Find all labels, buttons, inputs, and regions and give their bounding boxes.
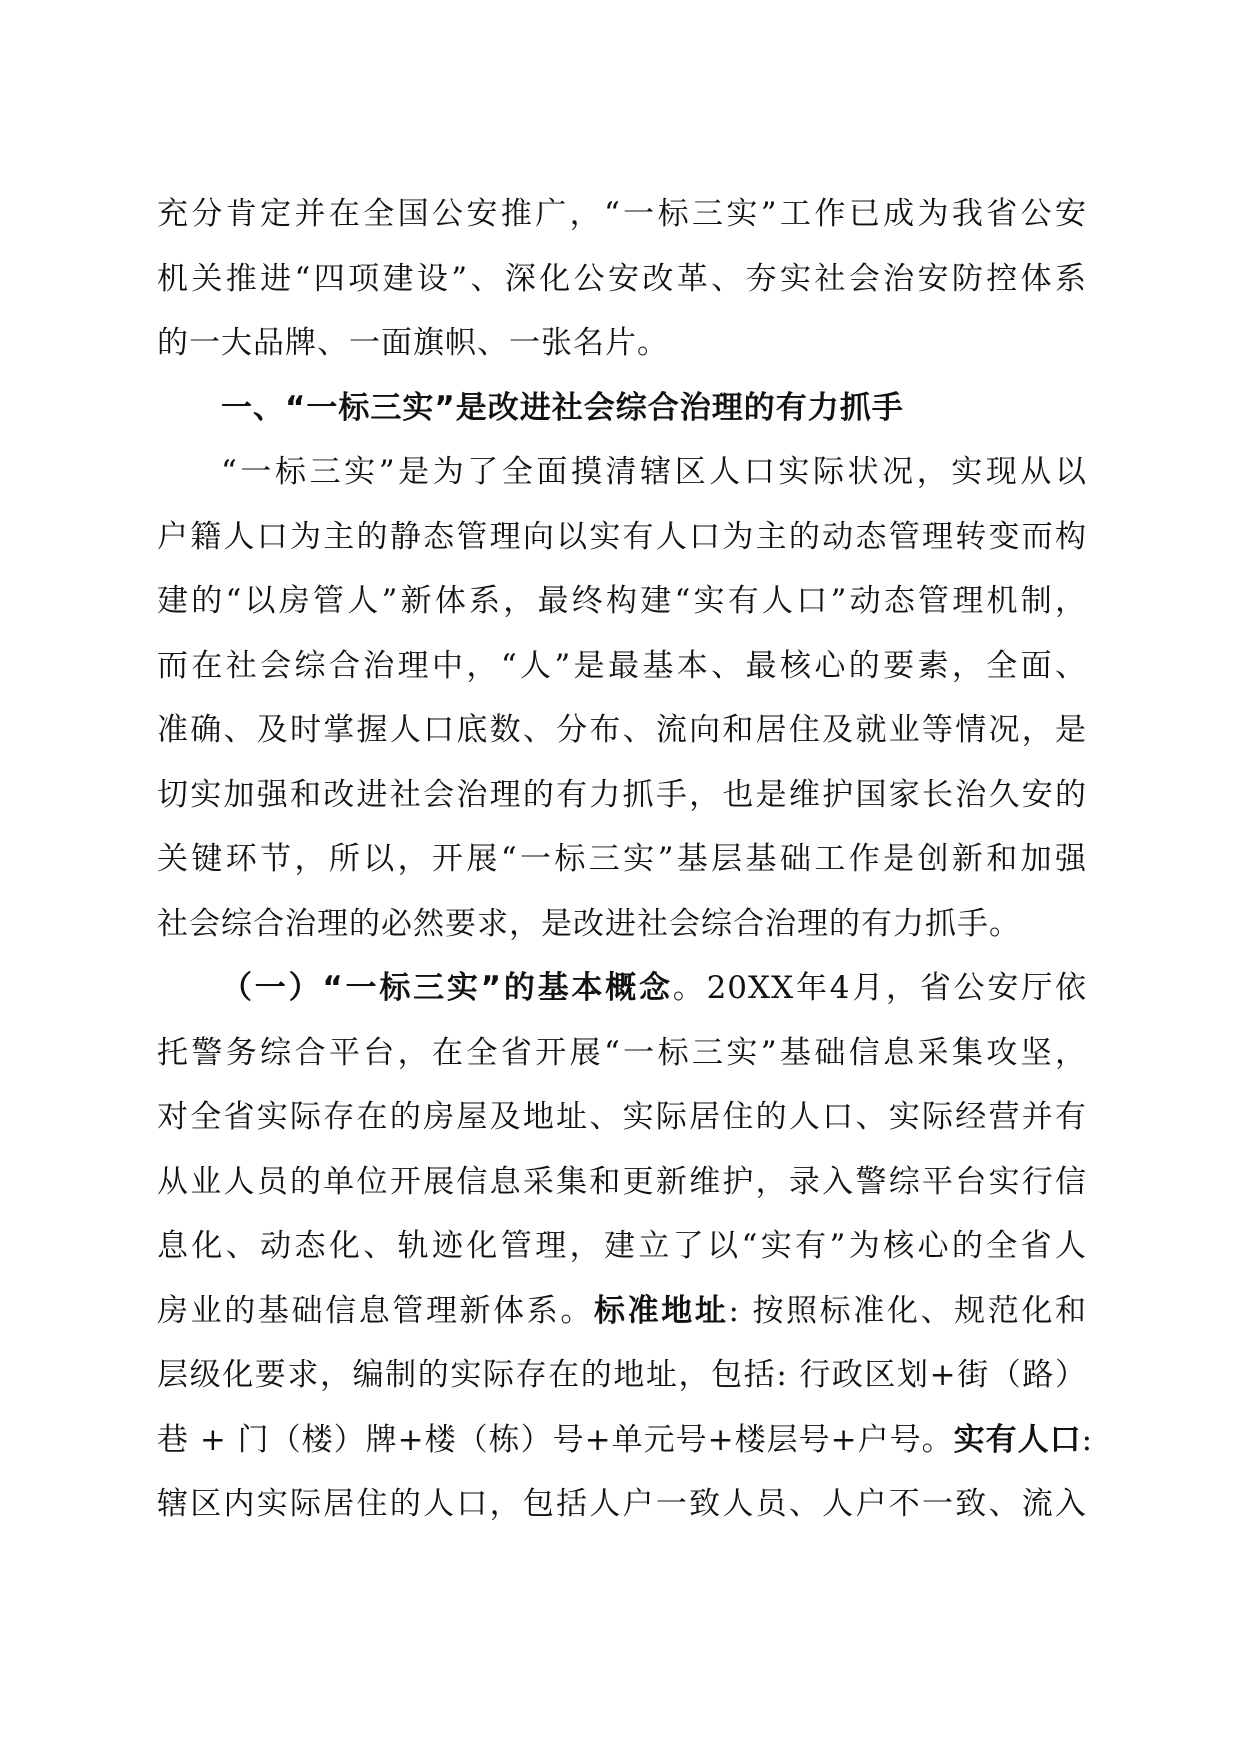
text-line: 对全省实际存在的房屋及地址、实际居住的人口、实际经营并有 — [157, 1099, 1087, 1135]
paragraph-section — [157, 440, 1087, 956]
text-line: 层级化要求，编制的实际存在的地址，包括: 行政区划+街（路） — [157, 1357, 1087, 1393]
text-line: 辖区内实际居住的人口，包括人户一致人员、人户不一致、流入 — [157, 1486, 1087, 1522]
inline-text: : — [1081, 1421, 1094, 1458]
text-line: 户籍人口为主的静态管理向以实有人口为主的动态管理转变而构 — [157, 518, 1087, 555]
text-line: 托警务综合平台，在全省开展“一标三实”基础信息采集攻坚， — [157, 1034, 1087, 1071]
text-line: 机关推进“四项建设”、深化公安改革、夯实社会治安防控体系 — [157, 260, 1087, 297]
inline-text: 。20XX年4月，省公安厅依 — [672, 970, 1087, 1006]
text-line: 从业人员的单位开展信息采集和更新维护，录入警综平台实行信 — [157, 1163, 1087, 1200]
text-line: 建的“以房管人”新体系，最终构建“实有人口”动态管理机制， — [157, 583, 1087, 619]
term-standard-address: 标准地址 — [594, 1292, 729, 1329]
inline-text: 房业的基础信息管理新体系。 — [157, 1292, 595, 1329]
section-heading: 一、“一标三实”是改进社会综合治理的有力抓手 — [221, 389, 904, 426]
text-line: 关键环节，所以，开展“一标三实”基层基础工作是创新和加强 — [157, 841, 1087, 877]
text-line: 而在社会综合治理中，“人”是最基本、最核心的要素，全面、 — [157, 647, 1087, 684]
text-line: 切实加强和改进社会治理的有力抓手，也是维护国家长治久安的 — [157, 776, 1087, 813]
term-actual-population: 实有人口 — [953, 1421, 1082, 1458]
subheading-basic-concept: （一）“一标三实”的基本概念 — [221, 970, 673, 1006]
paragraph-concept — [157, 956, 1094, 1537]
document-body — [157, 182, 1094, 1537]
inline-text: : 按照标准化、规范化和 — [728, 1292, 1088, 1329]
text-line — [157, 1279, 1087, 1344]
text-line — [157, 956, 1087, 1021]
text-line: “一标三实”是为了全面摸清辖区人口实际状况，实现从以 — [221, 454, 1087, 490]
text-line: 充分肯定并在全国公安推广，“一标三实”工作已成为我省公安 — [157, 196, 1087, 232]
text-line — [157, 1408, 1094, 1473]
inline-text: 巷 + 门（楼）牌+楼（栋）号+单元号+楼层号+户号。 — [157, 1421, 954, 1458]
text-line: 社会综合治理的必然要求，是改进社会综合治理的有力抓手。 — [157, 905, 1021, 942]
text-line: 息化、动态化、轨迹化管理，建立了以“实有”为核心的全省人 — [157, 1228, 1087, 1264]
paragraph-intro — [157, 182, 1087, 376]
text-line: 的一大品牌、一面旗帜、一张名片。 — [157, 325, 669, 361]
text-line: 准确、及时掌握人口底数、分布、流向和居住及就业等情况，是 — [157, 712, 1087, 748]
